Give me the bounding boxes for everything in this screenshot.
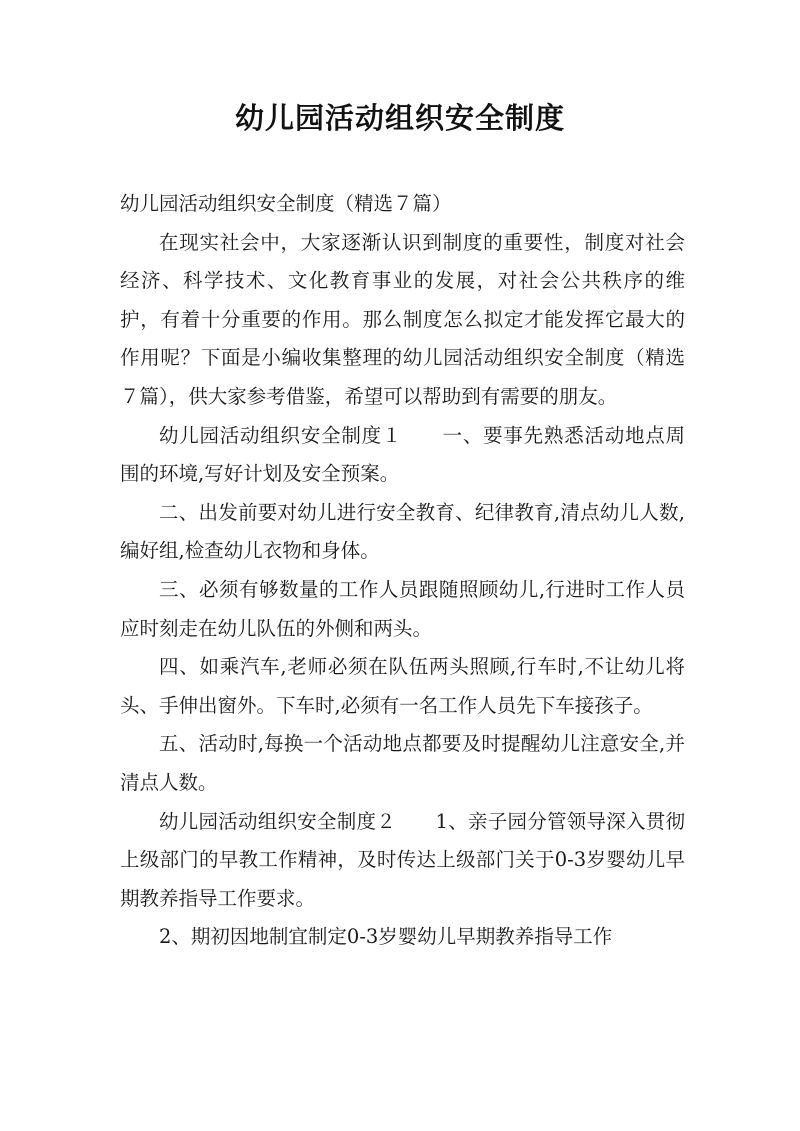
paragraph-section1-item5: 五、活动时,每换一个活动地点都要及时提醒幼儿注意安全,并清点人数。	[120, 732, 685, 794]
document-title: 幼儿园活动组织安全制度	[234, 101, 565, 135]
document-subtitle: 幼儿园活动组织安全制度（精选７篇）	[120, 192, 452, 215]
paragraph-section1-item2: 二、出发前要对幼儿进行安全教育、纪律教育,清点幼儿人数,编好组,检查幼儿衣物和身体。	[120, 500, 685, 563]
paragraph-intro: 在现实社会中，大家逐渐认识到制度的重要性，制度对社会经济、科学技术、文化教育事业的发展，对社会公共秩序的维护，有着十分重要的作用。那么制度怎么拟定才能发挥它最大的作用呢？下面是小编收集整理的幼儿园活动组织安全制度（精选７篇），供大家参考借鉴，希望可以帮助到有需要的朋友。	[120, 230, 685, 408]
paragraph-section1-item1: 幼儿园活动组织安全制度１ 一、要事先熟悉活动地点周围的环境,写好计划及安全预案。	[120, 423, 685, 486]
paragraph-section1-item4: 四、如乘汽车,老师必须在队伍两头照顾,行车时,不让幼儿将头、手伸出窗外。下车时,必须有一名工作人员先下车接孩子。	[120, 655, 685, 717]
paragraph-section1-item3: 三、必须有够数量的工作人员跟随照顾幼儿,行进时工作人员应时刻走在幼儿队伍的外侧和两头。	[120, 577, 685, 640]
document-body	[120, 185, 685, 957]
paragraph-section2-item2: 2、期初因地制宜制定0-3岁婴幼儿早期教养指导工作	[159, 925, 613, 949]
paragraph-section2-item1: 幼儿园活动组织安全制度２ 1、亲子园分管领导深入贯彻上级部门的早教工作精神，及时传达上级部门关于0-3岁婴幼儿早期教养指导工作要求。	[120, 809, 685, 910]
